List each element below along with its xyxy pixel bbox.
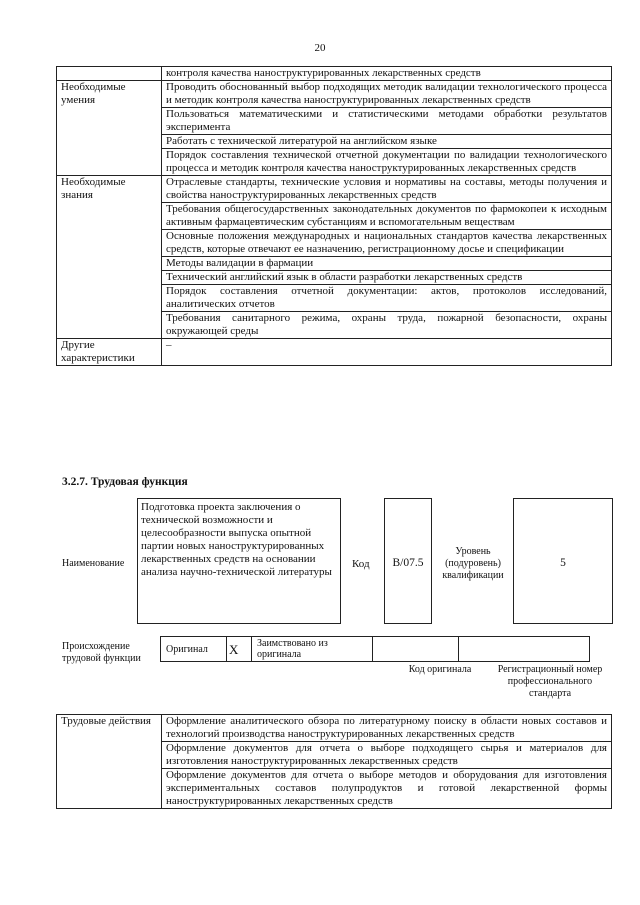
section-label-knowledge: Необходимые знания	[57, 176, 162, 339]
knowledge-item: Требования общегосударственных законодательных документов по фармокопеи к исходным активным фармацевтическим субстанциям и вспомогательным веществам	[162, 203, 612, 230]
origin-code-cell	[373, 637, 459, 662]
competency-table	[56, 66, 612, 366]
knowledge-item: Требования санитарного режима, охраны труда, пожарной безопасности, охраны окружающей среды	[162, 312, 612, 339]
labor-actions-label: Трудовые действия	[57, 715, 162, 809]
code-label: Код	[352, 558, 370, 570]
other-item: –	[162, 339, 612, 366]
level-label: Уровень (подуровень) квалификации	[442, 546, 504, 581]
table-row	[57, 339, 612, 366]
labor-actions-table	[56, 714, 612, 809]
table-row	[57, 715, 612, 742]
table-row	[57, 176, 612, 203]
skill-item: Пользоваться математическими и статистическими методами обработки результатов эксперимента	[162, 108, 612, 135]
origin-original-mark: X	[227, 637, 252, 662]
skill-item: Порядок составления технической отчетной документации по валидации технологического процесса и методик контроля качества наноструктурированных лекарственных средств	[162, 149, 612, 176]
knowledge-item: Технический английский язык в области разработки лекарственных средств	[162, 271, 612, 285]
origin-label: Происхождение трудовой функции	[62, 641, 141, 664]
knowledge-item: Основные положения международных и национальных стандартов качества лекарственных средств, которые отвечают ее назначению, регистрационному досье и спецификации	[162, 230, 612, 257]
qualification-level-box: 5	[513, 498, 613, 624]
origin-reg-cell	[459, 637, 590, 662]
knowledge-item: Отраслевые стандарты, технические условия и нормативы на составы, методы получения и свойства наноструктурированных лекарственных средств	[162, 176, 612, 203]
labor-action-item: Оформление аналитического обзора по литературному поиску в области новых составов и технологий производства наноструктурированных лекарственных средств	[162, 715, 612, 742]
origin-borrowed-label: Заимствовано из оригинала	[252, 637, 373, 662]
empty-label-cell	[57, 67, 162, 81]
table-row	[161, 637, 590, 662]
table-row	[57, 81, 612, 108]
labor-action-item: Оформление документов для отчета о выборе подходящего сырья и материалов для изготовления наноструктурированных лекарственных средств	[162, 742, 612, 769]
origin-table	[160, 636, 590, 662]
skill-item: Работать с технической литературой на английском языке	[162, 135, 612, 149]
knowledge-item: Методы валидации в фармации	[162, 257, 612, 271]
continuation-text: контроля качества наноструктурированных лекарственных средств	[162, 67, 612, 81]
labor-function-heading: 3.2.7. Трудовая функция	[62, 476, 188, 488]
labor-action-item: Оформление документов для отчета о выборе методов и оборудования для изготовления экспериментальных составов полупродуктов и готовой лекарственной формы наноструктурированных лекарственных средств	[162, 769, 612, 809]
function-code-box: В/07.5	[384, 498, 432, 624]
origin-original-label: Оригинал	[161, 637, 227, 662]
page-number: 20	[314, 42, 326, 54]
table-row	[57, 67, 612, 81]
function-name-box: Подготовка проекта заключения о технической возможности и целесообразности выпуска опытной партии новых наноструктурированных лекарственных средств на основании анализа научно-технической литературы	[137, 498, 341, 624]
skill-item: Проводить обоснованный выбор подходящих методик валидации технологического процесса и методик контроля качества наноструктурированных лекарственных средств	[162, 81, 612, 108]
origin-reg-caption: Регистрационный номер профессионального стандарта	[497, 664, 603, 699]
origin-code-caption: Код оригинала	[408, 664, 472, 675]
name-label: Наименование	[62, 558, 125, 569]
section-label-skills: Необходимые умения	[57, 81, 162, 176]
section-label-other: Другие характеристики	[57, 339, 162, 366]
knowledge-item: Порядок составления отчетной документации: актов, протоколов исследований, аналитических отчетов	[162, 285, 612, 312]
